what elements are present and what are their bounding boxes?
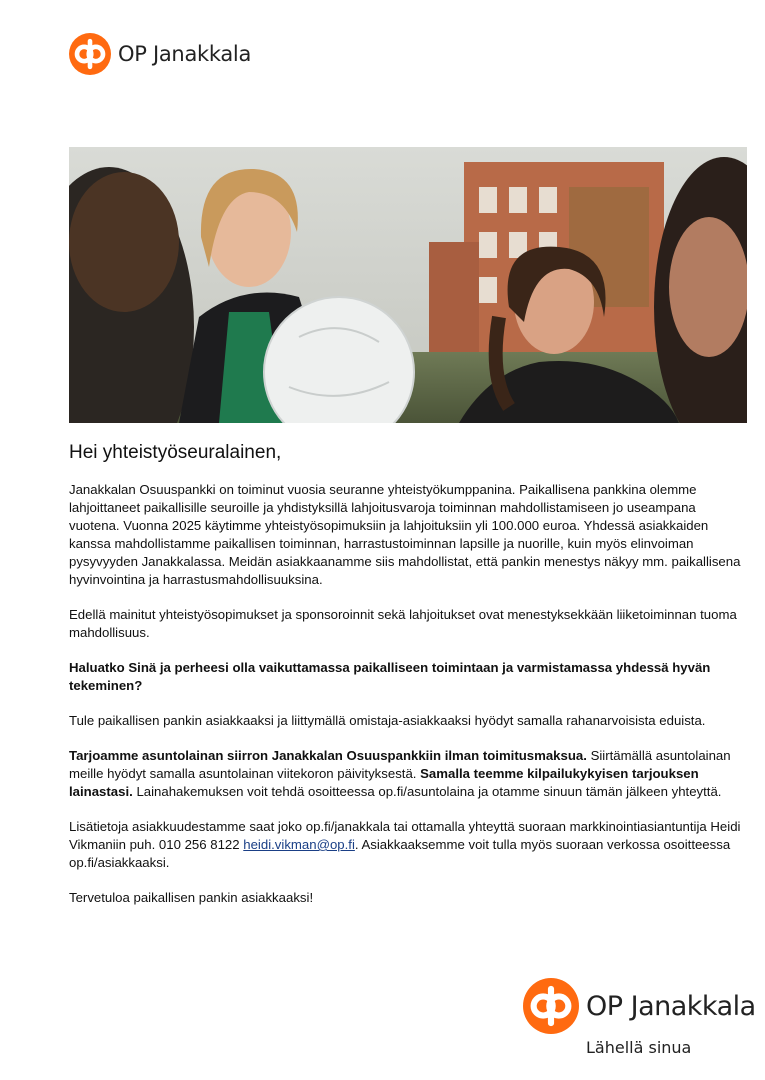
header-brand: OP Janakkala bbox=[118, 42, 252, 66]
paragraph-mortgage bbox=[69, 747, 749, 801]
paragraph-contact bbox=[69, 818, 749, 872]
mortgage-benefit: Siirtämällä asuntolainan meille hyödyt samalla asuntolainan viitekoron päivityksestä. bbox=[69, 748, 731, 781]
mortgage-offer: Tarjoamme asuntolainan siirron Janakkalan Osuuspankkiin ilman toimitusmaksua. bbox=[69, 748, 587, 763]
footer-tagline: Lähellä sinua bbox=[586, 1038, 692, 1057]
contact-online: . Asiakkaaksemme voit tulla myös suoraan verkossa osoitteessa op.fi/asiakkaaksi. bbox=[69, 837, 731, 870]
footer-logo bbox=[523, 978, 756, 1057]
paragraph-question: Haluatko Sinä ja perheesi olla vaikuttamassa paikalliseen toimintaan ja varmistamassa yhdessä hyvän tekeminen? bbox=[69, 660, 711, 693]
op-logo-icon bbox=[523, 978, 579, 1034]
mortgage-apply: Lainahakemuksen voit tehdä osoitteessa op.fi/asuntolaina ja otamme sinuun tämän jälkeen yhteyttä. bbox=[132, 784, 722, 799]
mortgage-competitive-offer: Samalla teemme kilpailukykyisen tarjouksen lainastasi. bbox=[69, 766, 699, 799]
op-logo-icon bbox=[69, 33, 111, 75]
paragraph-closing: Tervetuloa paikallisen pankin asiakkaaksi! bbox=[69, 890, 314, 905]
paragraph-sponsorship: Edellä mainitut yhteistyösopimukset ja sponsoroinnit sekä lahjoitukset ovat menestyksekkään liiketoiminnan tuoma mahdollisuus. bbox=[69, 607, 737, 640]
photo-icon bbox=[69, 147, 747, 423]
footer-brand: OP Janakkala bbox=[586, 990, 756, 1022]
contact-text: Lisätietoja asiakkuudestamme saat joko op.fi/janakkala tai ottamalla yhteyttä suoraan markkinointiasiantuntija Heidi Vikmaniin puh. 010 256 8122 bbox=[69, 819, 741, 852]
hero-photo bbox=[69, 147, 747, 423]
paragraph-become-customer: Tule paikallisen pankin asiakkaaksi ja liittymällä omistaja-asiakkaaksi hyödyt samalla rahanarvoisista eduista. bbox=[69, 713, 706, 728]
letter-body bbox=[69, 442, 749, 924]
greeting: Hei yhteistyöseuralainen, bbox=[69, 442, 282, 463]
email-link[interactable]: heidi.vikman@op.fi bbox=[243, 837, 355, 852]
paragraph-intro: Janakkalan Osuuspankki on toiminut vuosia seuranne yhteistyökumppanina. Paikallisena pankkina olemme lahjoittaneet paikallisille seuroille ja yhdistyksillä lahjoitusvaroja toiminnan mahdollistamiseen jo useampana vuotena. Vuonna 2025 käytimme yhteistyösopimuksiin ja lahjoituksiin yli 100.000 euroa. Yhdessä asiakkaiden kanssa mahdollistamme paikallisen toiminnan, harrastustoiminnan lapsille ja nuorille, kuin myös elinvoiman pysyvyyden Janakkalassa. Meidän asiakkaanamme siis mahdollistat, että pankin menestys näkyy mm. paikallisena hyvinvointina ja harrastusmahdollisuuksina. bbox=[69, 482, 741, 587]
header-logo bbox=[69, 33, 251, 75]
